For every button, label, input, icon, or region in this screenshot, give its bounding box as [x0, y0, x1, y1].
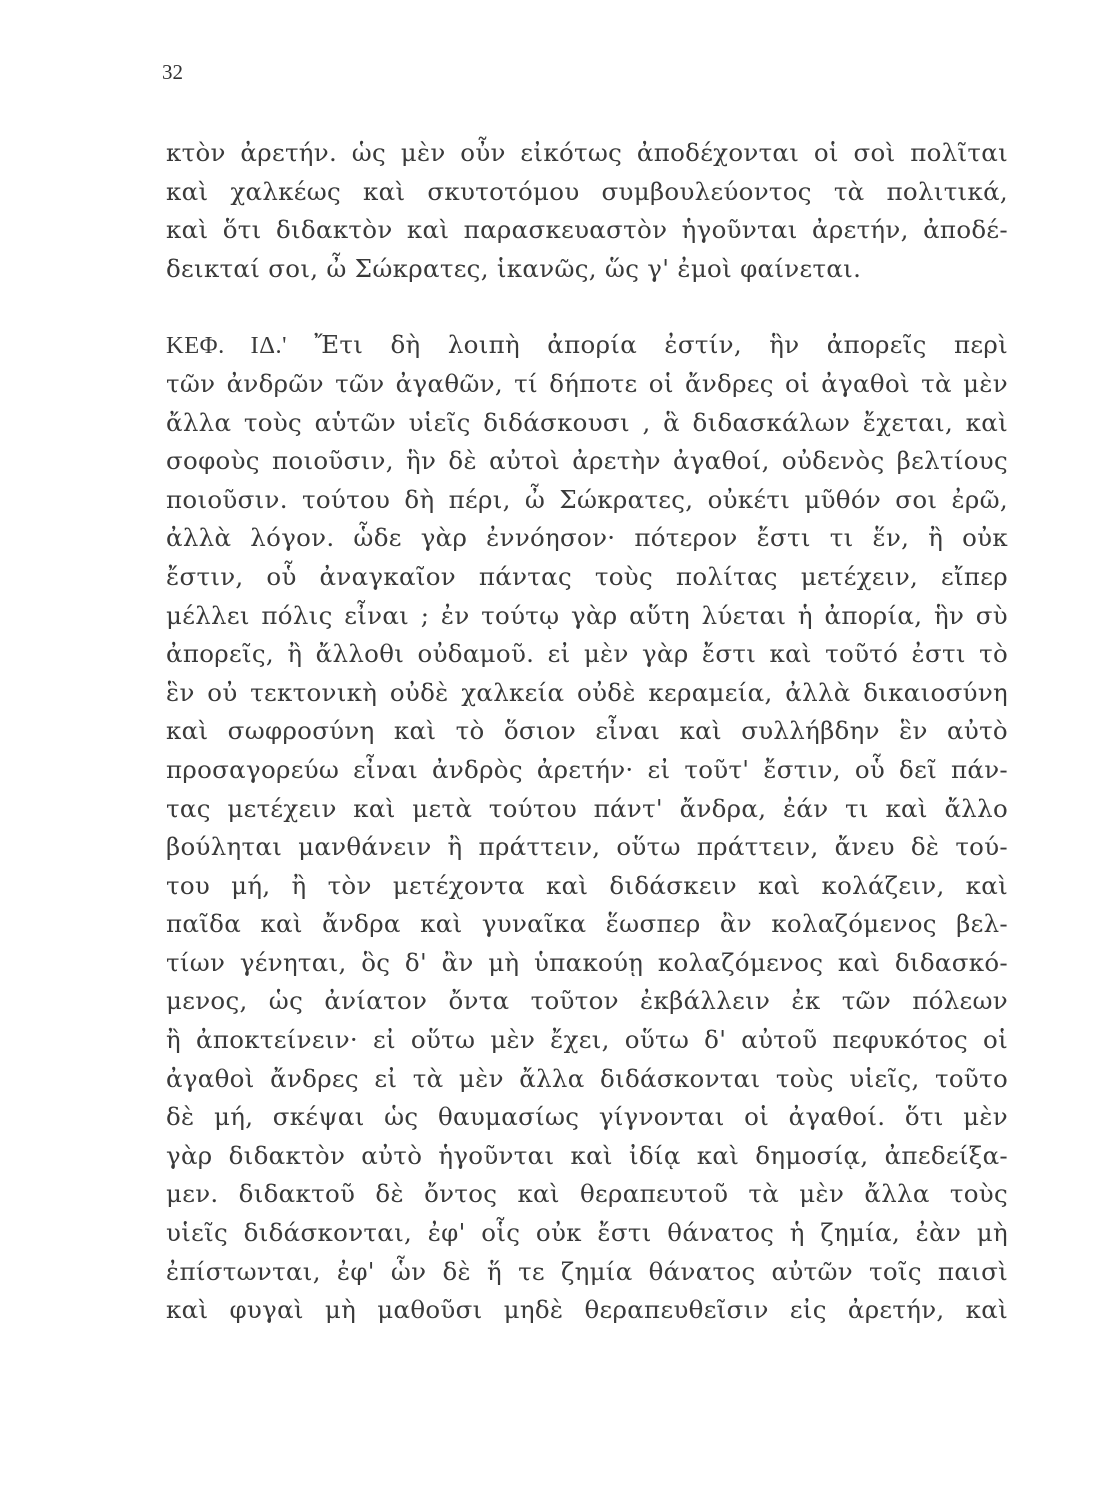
text-line: παῖδα καὶ ἄνδρα καὶ γυναῖκα ἕωσπερ ἂν κολαζόμενος βελ- [166, 909, 1008, 939]
text-line: προσαγορεύω εἶναι ἀνδρὸς ἀρετήν· εἰ τοῦτ' ἔστιν, οὗ δεῖ πάν- [166, 754, 1008, 784]
text-line: ἢ ἀποκτείνειν· εἰ οὕτω μὲν ἔχει, οὕτω δ' αὐτοῦ πεφυκότος οἱ [166, 1025, 1008, 1055]
text-line: καὶ χαλκέως καὶ σκυτοτόμου συμβουλεύοντος τὰ πολιτικά, [166, 176, 1008, 206]
text-line: υἱεῖς διδάσκονται, ἐφ' οἷς οὐκ ἔστι θάνατος ἡ ζημία, ἐὰν μὴ [166, 1218, 1008, 1248]
text-line: καὶ ὅτι διδακτὸν καὶ παρασκευαστὸν ἡγοῦνται ἀρετήν, ἀποδέ- [166, 215, 1008, 245]
text-line: μενος, ὡς ἀνίατον ὄντα τοῦτον ἐκβάλλειν ἐκ τῶν πόλεων [166, 986, 1008, 1016]
text-line: κτὸν ἀρετήν. ὡς μὲν οὖν εἰκότως ἀποδέχονται οἱ σοὶ πολῖται [166, 138, 1008, 167]
text-line: τῶν ἀνδρῶν τῶν ἀγαθῶν, τί δήποτε οἱ ἄνδρες οἱ ἀγαθοὶ τὰ μὲν [166, 368, 1008, 398]
text-line: δεικταί σοι, ὦ Σώκρατες, ἱκανῶς, ὥς γ' ἐμοὶ φαίνεται. [166, 253, 862, 283]
paragraph-2 [166, 326, 1008, 1329]
text-line: ἀγαθοὶ ἄνδρες εἰ τὰ μὲν ἄλλα διδάσκονται τοὺς υἱεῖς, τοῦτο [166, 1063, 1008, 1093]
text-line: τίων γένηται, ὃς δ' ἂν μὴ ὑπακούῃ κολαζόμενος καὶ διδασκό- [166, 947, 1008, 977]
paragraph-gap [166, 288, 1008, 326]
page-number: 32 [162, 60, 183, 84]
text-line: ἀλλὰ λόγον. ὧδε γὰρ ἐννόησον· πότερον ἔστι τι ἕν, ἢ οὐκ [166, 523, 1008, 553]
text-line: καὶ φυγαὶ μὴ μαθοῦσι μηδὲ θεραπευθεῖσιν εἰς ἀρετήν, καὶ [166, 1295, 1008, 1325]
paragraph-1 [166, 134, 1008, 288]
text-line: μέλλει πόλις εἶναι ; ἐν τούτῳ γὰρ αὕτη λύεται ἡ ἀπορία, ἣν σὺ [166, 600, 1008, 630]
text-line: βούληται μανθάνειν ἢ πράττειν, οὕτω πράττειν, ἄνευ δὲ τού- [166, 832, 1008, 862]
text-line: ποιοῦσιν. τούτου δὴ πέρι, ὦ Σώκρατες, οὐκέτι μῦθόν σοι ἐρῶ, [166, 484, 1008, 514]
text-line: ἄλλα τοὺς αὑτῶν υἱεῖς διδάσκουσι , ἃ διδασκάλων ἔχεται, καὶ [166, 407, 1008, 437]
text-line: ἓν οὐ τεκτονικὴ οὐδὲ χαλκεία οὐδὲ κεραμεία, ἀλλὰ δικαιοσύνη [166, 677, 1008, 707]
text-fragment: Ἔτι δὴ λοιπὴ ἀπορία ἐστίν, ἣν ἀπορεῖς περὶ [314, 330, 1008, 360]
text-line: ἔστιν, οὗ ἀναγκαῖον πάντας τοὺς πολίτας μετέχειν, εἴπερ [166, 561, 1008, 591]
chapter-heading: ΚΕΦ. ΙΔ.' [166, 332, 288, 360]
text-line: γὰρ διδακτὸν αὐτὸ ἡγοῦνται καὶ ἰδίᾳ καὶ δημοσίᾳ, ἀπεδείξα- [166, 1140, 1008, 1170]
text-line: του μή, ἢ τὸν μετέχοντα καὶ διδάσκειν καὶ κολάζειν, καὶ [166, 870, 1008, 900]
text-line: δὲ μή, σκέψαι ὡς θαυμασίως γίγνονται οἱ ἀγαθοί. ὅτι μὲν [166, 1102, 1008, 1132]
chapter-first-line [166, 326, 1008, 365]
text-line: καὶ σωφροσύνη καὶ τὸ ὅσιον εἶναι καὶ συλλήβδην ἓν αὐτὸ [166, 716, 1008, 746]
body-text [166, 134, 1008, 1330]
text-line: τας μετέχειν καὶ μετὰ τούτου πάντ' ἄνδρα, ἐάν τι καὶ ἄλλο [166, 793, 1008, 823]
text-line: ἐπίστωνται, ἐφ' ὧν δὲ ἥ τε ζημία θάνατος αὐτῶν τοῖς παισὶ [166, 1256, 1008, 1286]
text-line: ἀπορεῖς, ἢ ἄλλοθι οὐδαμοῦ. εἰ μὲν γὰρ ἔστι καὶ τοῦτό ἐστι τὸ [166, 639, 1008, 669]
text-line: σοφοὺς ποιοῦσιν, ἣν δὲ αὐτοὶ ἀρετὴν ἀγαθοί, οὐδενὸς βελτίους [166, 446, 1008, 476]
text-line: μεν. διδακτοῦ δὲ ὄντος καὶ θεραπευτοῦ τὰ μὲν ἄλλα τοὺς [166, 1179, 1008, 1209]
